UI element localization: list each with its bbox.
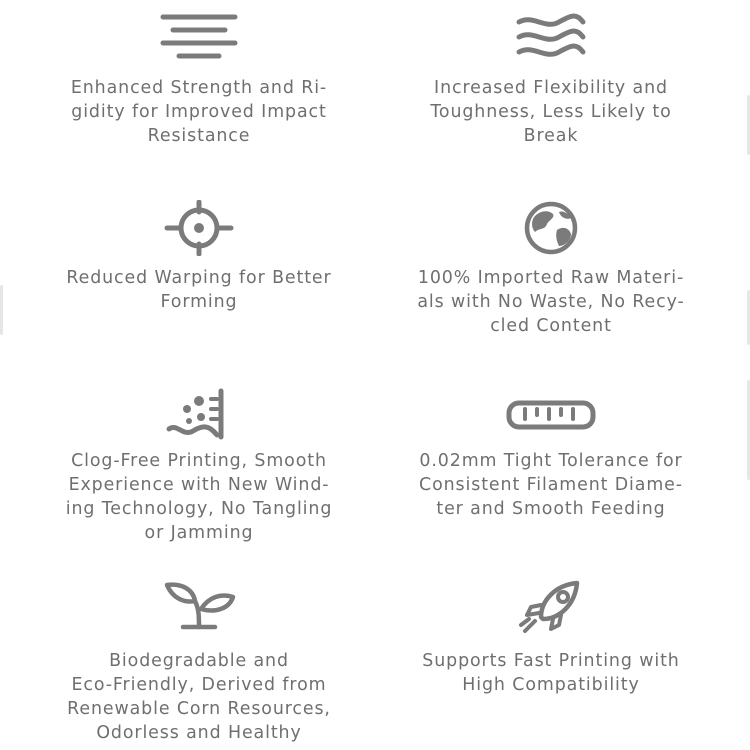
crosshair-target-icon — [159, 200, 239, 256]
feature-flexibility — [396, 10, 706, 148]
feature-text: Reduced Warping for Better Forming — [66, 268, 332, 312]
feature-fast-printing — [396, 577, 706, 697]
feature-clog-free — [44, 387, 354, 545]
globe-icon — [511, 200, 591, 256]
edge-mark-left — [0, 285, 3, 335]
flexibility-waves-icon — [511, 10, 591, 66]
feature-text: 100% Imported Raw Materi- als with No Waste, No Recy- cled Content — [417, 268, 685, 336]
feature-tolerance — [396, 387, 706, 521]
feature-text: Supports Fast Printing with High Compatibility — [422, 651, 680, 695]
feature-text: Biodegradable and Eco-Friendly, Derived from Renewable Corn Resources, Odorless and Healthy — [67, 651, 331, 743]
strength-lines-icon — [159, 10, 239, 66]
feature-raw-materials — [396, 200, 706, 338]
ruler-tolerance-icon — [503, 387, 599, 443]
feature-strength — [44, 10, 354, 148]
feature-text: 0.02mm Tight Tolerance for Consistent Filament Diame- ter and Smooth Feeding — [419, 451, 683, 519]
feature-text: Clog-Free Printing, Smooth Experience with New Wind- ing Technology, No Tangling or Jamming — [65, 451, 333, 543]
feature-text: Enhanced Strength and Ri- gidity for Improved Impact Resistance — [70, 78, 328, 146]
sprout-leaf-icon — [159, 577, 239, 633]
filament-flow-icon — [159, 387, 239, 443]
feature-warping — [44, 200, 354, 314]
feature-text: Increased Flexibility and Toughness, Less Likely to Break — [430, 78, 672, 146]
rocket-speed-icon — [511, 577, 591, 633]
feature-eco-friendly — [44, 577, 354, 745]
